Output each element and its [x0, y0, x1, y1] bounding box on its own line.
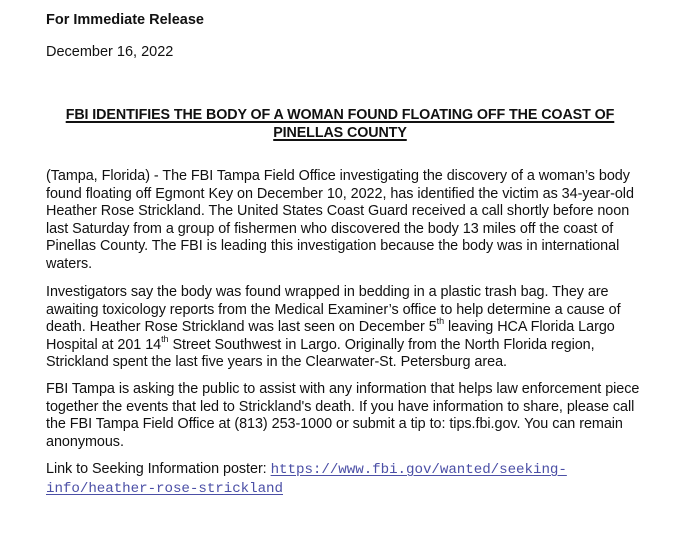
paragraph-line: Pinellas County. The FBI is leading this investigation because the body was in international	[46, 238, 620, 254]
ordinal-suffix: th	[161, 333, 169, 344]
paragraph-line: waters.	[46, 255, 93, 272]
paragraph-line: last Saturday from a group of fishermen who discovered the body 13 miles off the coast of	[46, 220, 614, 237]
paragraph-line: together the events that led to Strickland's death. If you have information to share, please call	[46, 398, 635, 415]
text-segment: Street Southwest in Largo. Originally from the North Florida region,	[168, 336, 595, 353]
paragraph-line	[46, 461, 666, 480]
paragraph-line: Heather Rose Strickland. The United States Coast Guard received a call shortly before noon	[46, 203, 630, 219]
paragraph-line: Strickland spent the last five years in the Clearwater-St. Petersburg area.	[46, 354, 507, 370]
ordinal-suffix: th	[436, 316, 445, 327]
paragraph-line: found floating off Egmont Key on December 10, 2022, has identified the victim as 34-year-old	[46, 185, 634, 202]
paragraph-line	[46, 480, 666, 499]
seeking-info-link-part-2[interactable]: info/heather-rose-strickland	[46, 480, 283, 497]
headline-line-2: PINELLAS COUNTY	[273, 125, 407, 141]
paragraph-investigation	[46, 284, 666, 372]
paragraph-line: anonymous.	[46, 433, 124, 450]
release-date: December 16, 2022	[46, 44, 174, 60]
paragraph-public-appeal	[46, 381, 666, 451]
paragraph-line	[46, 333, 666, 355]
text-segment: leaving HCA Florida Largo	[444, 319, 615, 335]
link-label: Link to Seeking Information poster:	[46, 461, 271, 477]
release-label: For Immediate Release	[46, 12, 204, 28]
paragraph-line: awaiting toxicology reports from the Medical Examiner’s office to help determine a cause of	[46, 301, 621, 318]
text-segment: death. Heather Rose Strickland was last seen on December 5	[46, 319, 437, 335]
paragraph-line: FBI Tampa is asking the public to assist with any information that helps law enforcement piece	[46, 381, 640, 397]
paragraph-poster-link	[46, 461, 666, 498]
text-segment: Hospital at 201 14	[46, 336, 162, 353]
headline-line-1: FBI IDENTIFIES THE BODY OF A WOMAN FOUND FLOATING OFF THE COAST OF	[65, 107, 615, 123]
paragraph-intro	[46, 168, 666, 273]
seeking-info-link-part-1[interactable]: https://www.fbi.gov/wanted/seeking-	[270, 462, 567, 478]
paragraph-line: (Tampa, Florida) - The FBI Tampa Field Office investigating the discovery of a woman’s body	[46, 168, 630, 184]
paragraph-line	[46, 316, 666, 337]
paragraph-line: Investigators say the body was found wrapped in bedding in a plastic trash bag. They are	[46, 284, 609, 300]
headline	[40, 106, 640, 142]
paragraph-line: the FBI Tampa Field Office at (813) 253-1000 or submit a tip to: tips.fbi.gov. You can remain	[46, 416, 623, 432]
